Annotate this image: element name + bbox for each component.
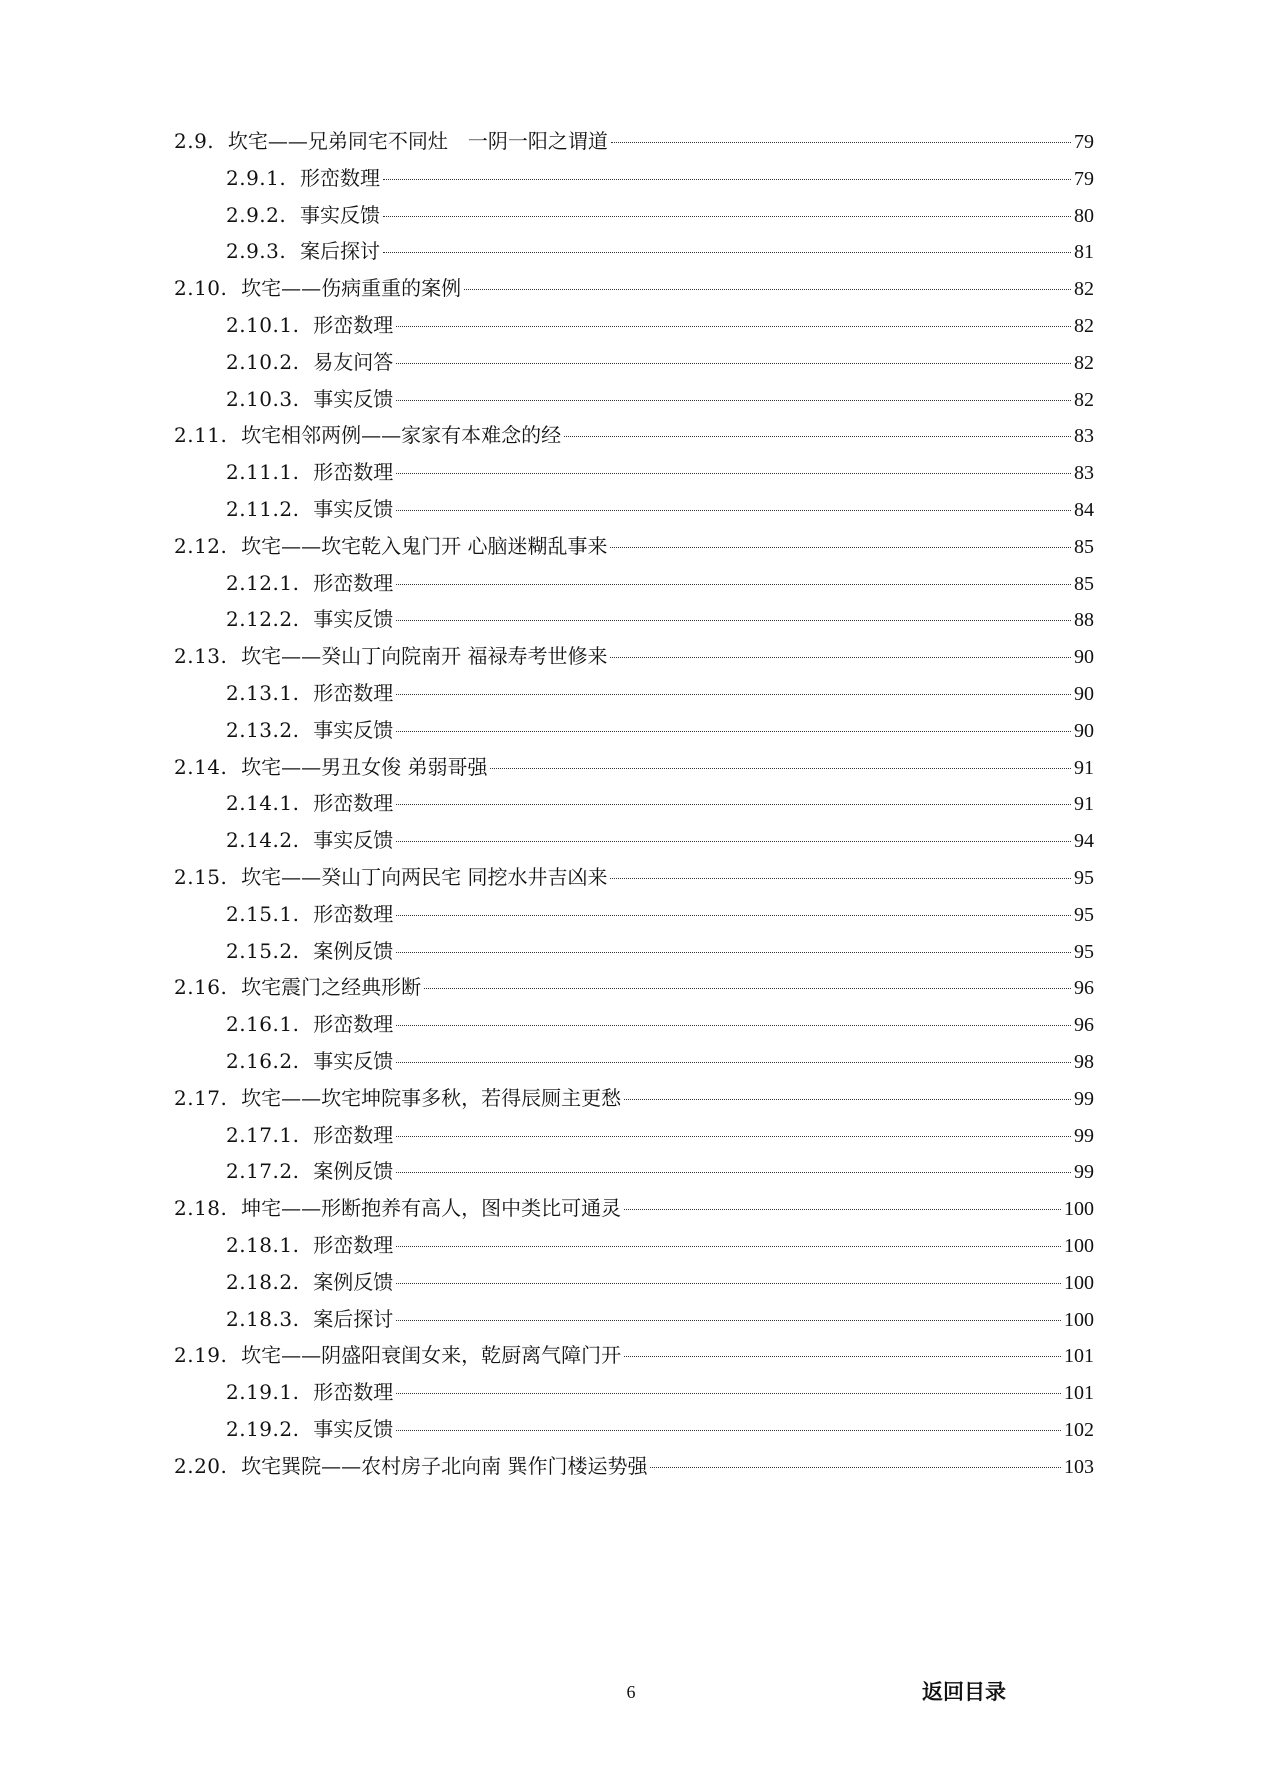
toc-entry-page: 98 <box>1074 1051 1094 1073</box>
toc-entry-title: 坎宅——癸山丁向院南开 福禄寿考世修来 <box>241 644 608 669</box>
toc-dot-leader <box>396 694 1071 695</box>
toc-section-entry[interactable] <box>174 531 1094 561</box>
toc-subsection-entry[interactable] <box>226 310 1094 340</box>
toc-entry-number: 2.13.2. <box>226 717 300 742</box>
toc-entry-page: 85 <box>1074 572 1094 595</box>
toc-dot-leader <box>396 1025 1071 1026</box>
toc-entry-number: 2.19.2. <box>226 1417 300 1441</box>
toc-entry-page: 83 <box>1074 462 1094 485</box>
toc-entry-title: 事实反馈 <box>313 717 394 742</box>
toc-subsection-entry[interactable] <box>226 604 1094 634</box>
toc-entry-page: 84 <box>1074 499 1094 521</box>
toc-entry-number: 2.18.3. <box>226 1306 300 1331</box>
toc-entry-title: 形峦数理 <box>313 681 394 705</box>
toc-entry-title: 易友问答 <box>313 349 394 374</box>
toc-subsection-entry[interactable] <box>226 825 1094 855</box>
toc-entry-page: 99 <box>1074 1161 1094 1184</box>
toc-entry-page: 95 <box>1074 903 1094 926</box>
toc-entry-title: 事实反馈 <box>313 497 394 521</box>
toc-dot-leader <box>396 1393 1061 1394</box>
toc-dot-leader <box>610 878 1071 879</box>
toc-subsection-entry[interactable] <box>226 1009 1094 1039</box>
toc-entry-number: 2.11. <box>174 423 228 448</box>
toc-entry-number: 2.16. <box>174 975 228 1000</box>
toc-subsection-entry[interactable] <box>226 494 1094 524</box>
toc-entry-page: 82 <box>1074 351 1094 374</box>
toc-entry-title: 坎宅——癸山丁向两民宅 同挖水井吉凶来 <box>241 865 608 889</box>
toc-section-entry[interactable] <box>174 752 1094 782</box>
toc-subsection-entry[interactable] <box>226 678 1094 708</box>
toc-entry-title: 事实反馈 <box>313 1049 394 1073</box>
toc-entry-page: 82 <box>1074 315 1094 337</box>
toc-subsection-entry[interactable] <box>226 200 1094 230</box>
toc-entry-title: 形峦数理 <box>299 165 380 190</box>
toc-entry-number: 2.15.2. <box>226 938 300 963</box>
toc-entry-number: 2.9. <box>174 129 215 153</box>
toc-dot-leader <box>383 216 1071 217</box>
toc-entry-page: 88 <box>1074 609 1094 632</box>
toc-subsection-entry[interactable] <box>226 347 1094 377</box>
toc-entry-title: 形峦数理 <box>313 1233 394 1257</box>
toc-dot-leader <box>396 326 1071 327</box>
toc-entry-number: 2.13.1. <box>226 681 300 705</box>
toc-entry-page: 91 <box>1074 756 1094 779</box>
toc-dot-leader <box>396 1136 1071 1137</box>
toc-subsection-entry[interactable] <box>226 236 1094 266</box>
toc-subsection-entry[interactable] <box>226 899 1094 929</box>
toc-entry-number: 2.9.2. <box>226 202 287 227</box>
toc-subsection-entry[interactable] <box>226 788 1094 818</box>
toc-entry-page: 91 <box>1074 793 1094 816</box>
toc-entry-page: 100 <box>1064 1198 1094 1221</box>
toc-entry-title: 案后探讨 <box>313 1306 394 1331</box>
toc-subsection-entry[interactable] <box>226 1230 1094 1260</box>
back-to-contents-link[interactable]: 返回目录 <box>922 1680 1006 1704</box>
toc-entry-title: 形峦数理 <box>313 570 394 595</box>
toc-subsection-entry[interactable] <box>226 715 1094 745</box>
toc-subsection-entry[interactable] <box>226 568 1094 598</box>
toc-subsection-entry[interactable] <box>226 384 1094 414</box>
toc-entry-number: 2.10. <box>174 276 228 301</box>
toc-entry-number: 2.10.2. <box>226 349 300 374</box>
toc-dot-leader <box>624 1356 1061 1357</box>
toc-dot-leader <box>396 620 1071 621</box>
toc-dot-leader <box>650 1467 1061 1468</box>
toc-entry-number: 2.18. <box>174 1196 228 1221</box>
toc-entry-number: 2.13. <box>174 644 228 669</box>
page-number: 6 <box>626 1682 636 1702</box>
toc-entry-title: 坎宅——男丑女俊 弟弱哥强 <box>241 754 488 779</box>
toc-entry-page: 101 <box>1064 1345 1094 1368</box>
toc-entry-title: 案例反馈 <box>313 1159 394 1184</box>
toc-entry-number: 2.16.1. <box>226 1012 300 1037</box>
toc-subsection-entry[interactable] <box>226 1377 1094 1407</box>
toc-entry-page: 95 <box>1074 940 1094 963</box>
toc-dot-leader <box>396 1320 1061 1321</box>
toc-entry-page: 96 <box>1074 977 1094 1000</box>
toc-entry-title: 坎宅巽院——农村房子北向南 巽作门楼运势强 <box>241 1453 648 1478</box>
toc-entry-title: 案例反馈 <box>313 938 394 963</box>
toc-subsection-entry[interactable] <box>226 163 1094 193</box>
toc-dot-leader <box>396 915 1071 916</box>
toc-entry-number: 2.17.1. <box>226 1122 300 1147</box>
toc-entry-page: 103 <box>1064 1455 1094 1478</box>
toc-dot-leader <box>396 1430 1061 1431</box>
toc-entry-title: 形峦数理 <box>313 791 394 816</box>
toc-section-entry[interactable] <box>174 273 1094 303</box>
toc-dot-leader <box>611 142 1071 143</box>
toc-dot-leader <box>624 1099 1071 1100</box>
toc-dot-leader <box>396 804 1071 805</box>
toc-section-entry[interactable] <box>174 1193 1094 1223</box>
toc-entry-title: 案后探讨 <box>299 239 380 264</box>
toc-subsection-entry[interactable] <box>226 1120 1094 1150</box>
toc-dot-leader <box>610 657 1071 658</box>
toc-entry-number: 2.14.2. <box>226 828 300 853</box>
toc-entry-page: 100 <box>1064 1235 1094 1257</box>
toc-entry-page: 83 <box>1074 425 1094 448</box>
toc-dot-leader <box>564 436 1071 437</box>
toc-entry-number: 2.18.1. <box>226 1233 300 1257</box>
toc-dot-leader <box>383 179 1071 180</box>
toc-dot-leader <box>490 768 1071 769</box>
toc-entry-number: 2.15. <box>174 865 228 889</box>
toc-entry-title: 案例反馈 <box>313 1269 394 1294</box>
toc-entry-number: 2.10.3. <box>226 386 300 411</box>
toc-entry-page: 81 <box>1074 241 1094 264</box>
toc-entry-number: 2.14. <box>174 754 228 779</box>
toc-dot-leader <box>396 1283 1061 1284</box>
toc-dot-leader <box>396 473 1071 474</box>
toc-entry-page: 90 <box>1074 646 1094 669</box>
toc-entry-title: 坎宅——阴盛阳衰闺女来，乾厨离气障门开 <box>241 1343 622 1368</box>
toc-entry-page: 102 <box>1064 1419 1094 1441</box>
toc-entry-title: 事实反馈 <box>313 386 394 411</box>
toc-entry-page: 85 <box>1074 535 1094 558</box>
toc-entry-page: 100 <box>1064 1271 1094 1294</box>
toc-entry-number: 2.18.2. <box>226 1269 300 1294</box>
toc-dot-leader <box>424 988 1071 989</box>
toc-entry-number: 2.19. <box>174 1343 228 1368</box>
toc-entry-number: 2.10.1. <box>226 313 300 337</box>
toc-dot-leader <box>624 1209 1061 1210</box>
toc-entry-title: 坎宅震门之经典形断 <box>241 975 422 1000</box>
toc-entry-title: 事实反馈 <box>299 202 380 227</box>
toc-subsection-entry[interactable] <box>226 1304 1094 1334</box>
toc-entry-number: 2.11.2. <box>226 497 300 521</box>
toc-entry-page: 82 <box>1074 278 1094 301</box>
toc-entry-number: 2.9.1. <box>226 165 287 190</box>
toc-subsection-entry[interactable] <box>226 1414 1094 1444</box>
toc-entry-page: 80 <box>1074 204 1094 227</box>
toc-entry-title: 形峦数理 <box>313 901 394 926</box>
toc-section-entry[interactable] <box>174 126 1094 156</box>
toc-section-entry[interactable] <box>174 1451 1094 1481</box>
toc-entry-title: 事实反馈 <box>313 828 394 853</box>
toc-dot-leader <box>396 841 1071 842</box>
toc-entry-number: 2.12.2. <box>226 607 300 632</box>
toc-dot-leader <box>396 584 1071 585</box>
toc-section-entry[interactable] <box>174 862 1094 892</box>
toc-dot-leader <box>396 1172 1071 1173</box>
toc-entry-page: 96 <box>1074 1014 1094 1037</box>
toc-entry-number: 2.19.1. <box>226 1380 300 1405</box>
toc-entry-title: 坎宅——坎宅坤院事多秋，若得辰厕主更愁 <box>241 1085 622 1110</box>
toc-entry-number: 2.9.3. <box>226 239 287 264</box>
toc-section-entry[interactable] <box>174 1083 1094 1113</box>
toc-dot-leader <box>383 252 1071 253</box>
toc-entry-number: 2.17. <box>174 1085 228 1110</box>
toc-entry-page: 99 <box>1074 1124 1094 1147</box>
toc-entry-page: 100 <box>1064 1308 1094 1331</box>
toc-entry-number: 2.11.1. <box>226 460 300 485</box>
toc-entry-number: 2.12. <box>174 533 228 558</box>
toc-dot-leader <box>610 547 1071 548</box>
toc-entry-number: 2.12.1. <box>226 570 300 595</box>
toc-entry-title: 坎宅——兄弟同宅不同灶 一阴一阳之谓道 <box>227 129 608 153</box>
toc-section-entry[interactable] <box>174 972 1094 1002</box>
toc-entry-page: 101 <box>1064 1382 1094 1405</box>
toc-dot-leader <box>396 363 1071 364</box>
toc-entry-page: 79 <box>1074 131 1094 153</box>
toc-entry-page: 99 <box>1074 1087 1094 1110</box>
toc-entry-title: 坤宅——形断抱养有高人，图中类比可通灵 <box>241 1196 622 1221</box>
toc-entry-title: 坎宅相邻两例——家家有本难念的经 <box>241 423 562 448</box>
toc-section-entry[interactable] <box>174 420 1094 450</box>
toc-dot-leader <box>396 952 1071 953</box>
toc-entry-page: 90 <box>1074 719 1094 742</box>
toc-entry-number: 2.14.1. <box>226 791 300 816</box>
toc-entry-title: 坎宅——伤病重重的案例 <box>241 276 462 301</box>
toc-entry-title: 形峦数理 <box>313 460 394 485</box>
toc-entry-title: 形峦数理 <box>313 1122 394 1147</box>
toc-entry-page: 79 <box>1074 167 1094 190</box>
toc-dot-leader <box>464 289 1071 290</box>
toc-subsection-entry[interactable] <box>226 457 1094 487</box>
toc-entry-number: 2.15.1. <box>226 901 300 926</box>
toc-section-entry[interactable] <box>174 641 1094 671</box>
toc-entry-title: 坎宅——坎宅乾入鬼门开 心脑迷糊乱事来 <box>241 533 608 558</box>
toc-entry-number: 2.16.2. <box>226 1049 300 1073</box>
toc-dot-leader <box>396 1062 1071 1063</box>
toc-entry-title: 事实反馈 <box>313 607 394 632</box>
toc-entry-title: 事实反馈 <box>313 1417 394 1441</box>
toc-entry-title: 形峦数理 <box>313 1012 394 1037</box>
toc-entry-page: 95 <box>1074 867 1094 889</box>
toc-subsection-entry[interactable] <box>226 1046 1094 1076</box>
toc-subsection-entry[interactable] <box>226 936 1094 966</box>
toc-dot-leader <box>396 400 1071 401</box>
toc-entry-page: 90 <box>1074 683 1094 705</box>
toc-subsection-entry[interactable] <box>226 1267 1094 1297</box>
toc-dot-leader <box>396 1246 1061 1247</box>
toc-subsection-entry[interactable] <box>226 1156 1094 1186</box>
toc-entry-page: 82 <box>1074 388 1094 411</box>
toc-entry-number: 2.20. <box>174 1453 228 1478</box>
toc-entry-page: 94 <box>1074 830 1094 853</box>
toc-dot-leader <box>396 510 1071 511</box>
toc-entry-number: 2.17.2. <box>226 1159 300 1184</box>
toc-dot-leader <box>396 731 1071 732</box>
toc-entry-title: 形峦数理 <box>313 313 394 337</box>
toc-section-entry[interactable] <box>174 1340 1094 1370</box>
toc-entry-title: 形峦数理 <box>313 1380 394 1405</box>
